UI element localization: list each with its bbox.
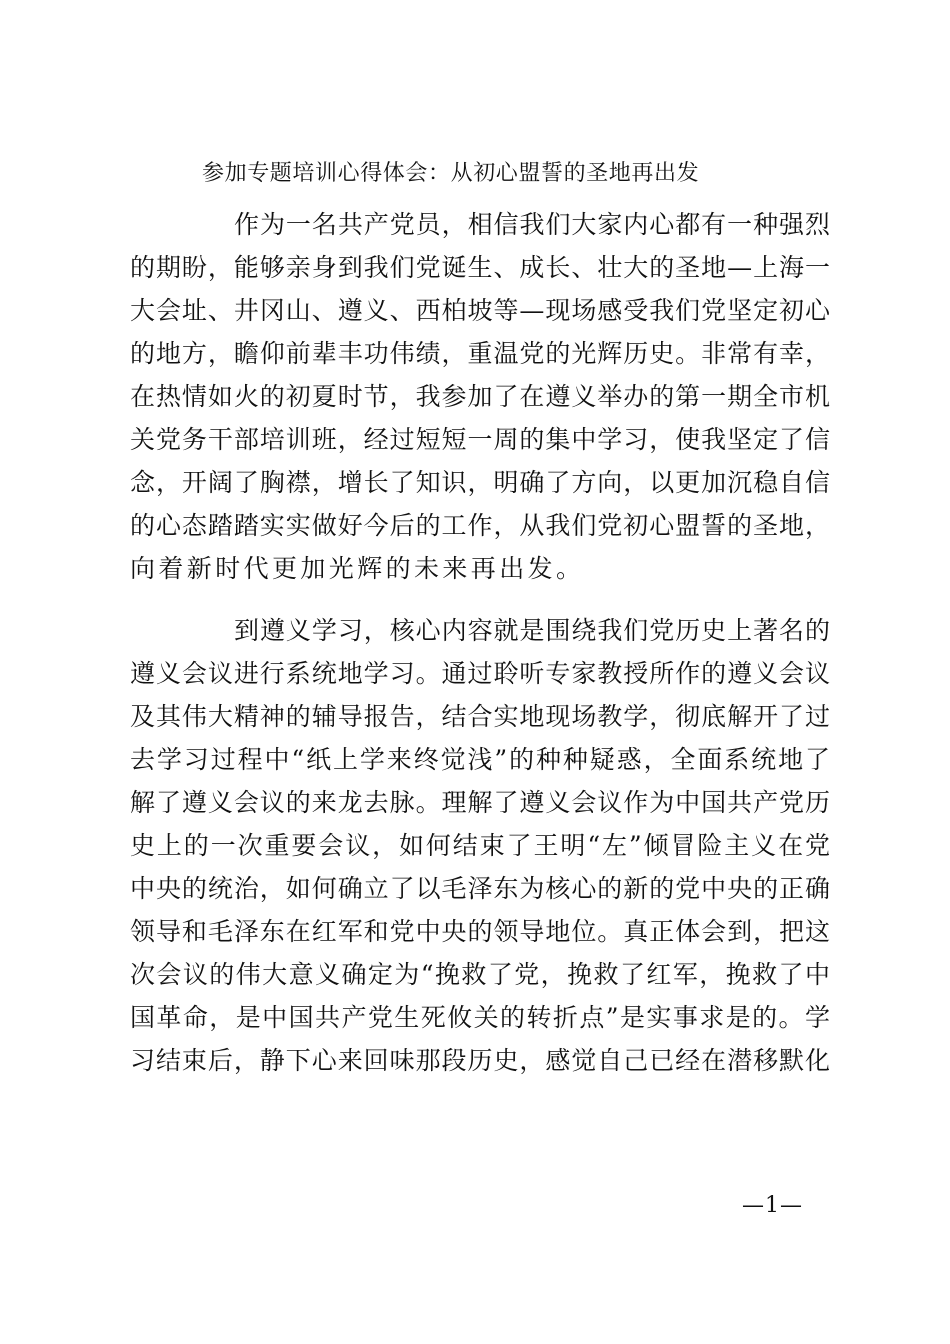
paragraph-line: 国革命，是中国共产党生死攸关的转折点”是实事求是的。学	[130, 1003, 830, 1032]
document-body	[130, 203, 830, 1082]
paragraph-line: 遵义会议进行系统地学习。通过聆听专家教授所作的遵义会议	[130, 659, 830, 688]
paragraph-line: 作为一名共产党员，相信我们大家内心都有一种强烈	[234, 210, 830, 239]
paragraph-line: 念，开阔了胸襟，增长了知识，明确了方向，以更加沉稳自信	[130, 468, 830, 497]
paragraph-line: 的地方，瞻仰前辈丰功伟绩，重温党的光辉历史。非常有幸，	[130, 339, 830, 368]
paragraph-line: 向着新时代更加光辉的未来再出发。	[130, 554, 585, 583]
paragraph-line: 次会议的伟大意义确定为“挽救了党，挽救了红军，挽救了中	[130, 960, 830, 989]
paragraph-line: 及其伟大精神的辅导报告，结合实地现场教学，彻底解开了过	[130, 702, 830, 731]
document-title: 参加专题培训心得体会：从初心盟誓的圣地再出发	[202, 161, 700, 186]
paragraph-line: 关党务干部培训班，经过短短一周的集中学习，使我坚定了信	[130, 425, 830, 454]
paragraph-1	[130, 203, 830, 590]
paragraph-line: 习结束后，静下心来回味那段历史，感觉自己已经在潜移默化	[130, 1046, 830, 1075]
paragraph-line: 到遵义学习，核心内容就是围绕我们党历史上著名的	[234, 616, 830, 645]
paragraph-line: 领导和毛泽东在红军和党中央的领导地位。真正体会到，把这	[130, 917, 830, 946]
paragraph-line: 大会址、井冈山、遵义、西柏坡等—现场感受我们党坚定初心	[130, 296, 830, 325]
paragraph-line: 中央的统治，如何确立了以毛泽东为核心的新的党中央的正确	[130, 874, 830, 903]
paragraph-gap	[130, 590, 830, 609]
paragraph-line: 的期盼，能够亲身到我们党诞生、成长、壮大的圣地—上海一	[130, 253, 830, 282]
paragraph-line: 在热情如火的初夏时节，我参加了在遵义举办的第一期全市机	[130, 382, 830, 411]
paragraph-line: 解了遵义会议的来龙去脉。理解了遵义会议作为中国共产党历	[130, 788, 830, 817]
paragraph-2	[130, 609, 830, 1082]
page-number: —1—	[742, 1193, 803, 1218]
paragraph-line: 史上的一次重要会议，如何结束了王明“左”倾冒险主义在党	[130, 831, 830, 860]
paragraph-line: 去学习过程中“纸上学来终觉浅”的种种疑惑，全面系统地了	[130, 745, 830, 774]
paragraph-line: 的心态踏踏实实做好今后的工作，从我们党初心盟誓的圣地，	[130, 511, 830, 540]
